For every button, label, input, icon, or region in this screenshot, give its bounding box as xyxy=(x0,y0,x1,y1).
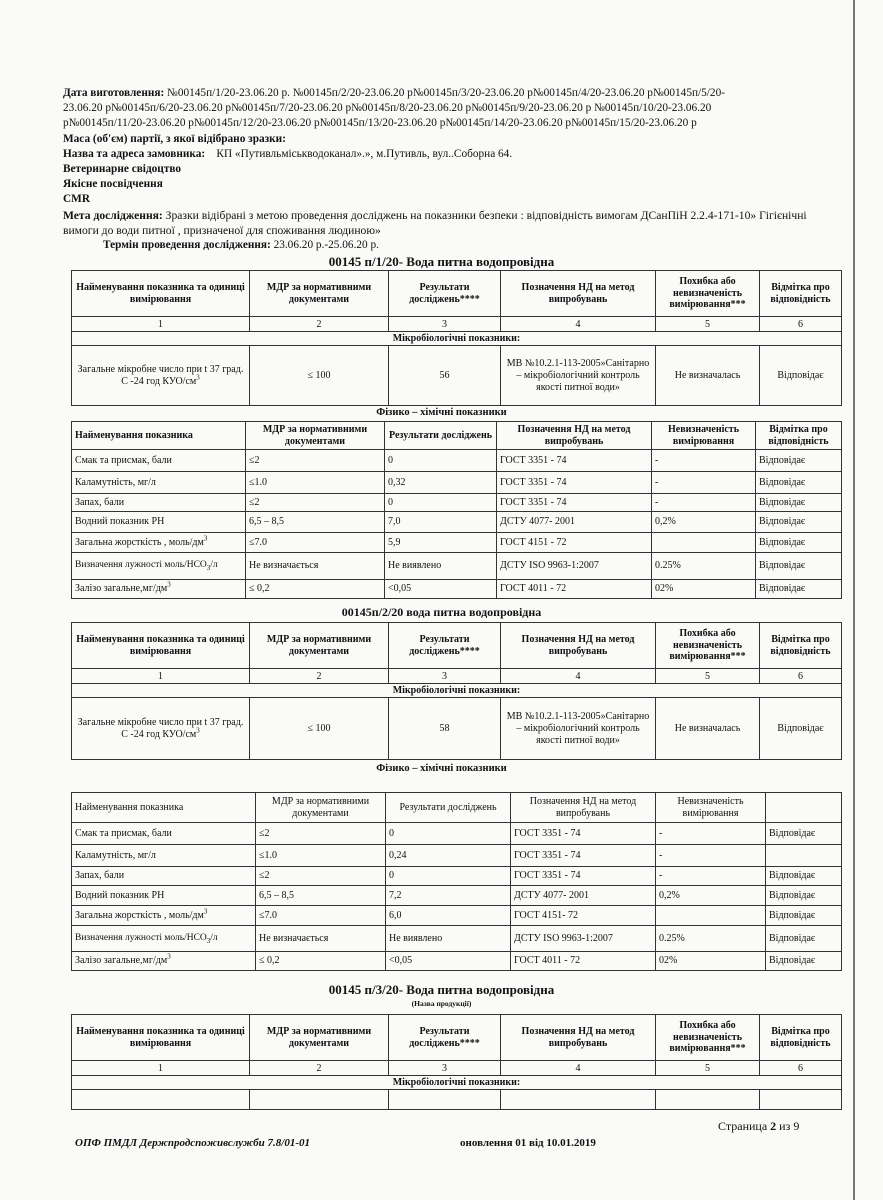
sample-3-title: 00145 п/3/20- Вода питна водопровідна xyxy=(328,982,555,997)
ph-header-nd: Позначення НД на метод випробувань xyxy=(497,422,652,450)
term-value: 23.06.20 р.-25.06.20 р. xyxy=(273,239,379,252)
table-row: Загальна жорсткість , моль/$дм^3$ ≤7.0 6,0 ГОСТ 4151- 72 Відповідає xyxy=(72,906,842,926)
prod-date-line-2: 23.06.20 р№00145п/6/20-23.06.20 р№00145п/7/20-23.06.20 р№00145п/8/20-23.06.20 р№00145п/9/20-23.06.20 р №00145п/10/20-23.06.20 xyxy=(63,102,712,115)
sample-2-micro-table xyxy=(71,622,842,760)
col-header-error: Похибка або невизначеність вимірювання*** xyxy=(656,271,760,317)
sample-2-physchem-table xyxy=(71,792,842,971)
col-num: 6 xyxy=(760,669,842,684)
sample-1-physchem-label: Фізико – хімічні показники xyxy=(376,407,507,418)
ph-header-error: Невизначеність вимірювання xyxy=(652,422,756,450)
col-header-mark: Відмітка про відповідність xyxy=(760,271,842,317)
micro-name: Загальне мікробне число при t 37 град. С -24 год КУО/$см^3$ xyxy=(72,346,250,406)
micro-result: 58 xyxy=(389,698,501,760)
client-label: Назва та адреса замовника: xyxy=(63,147,206,160)
prod-date-line-1: №00145п/1/20-23.06.20 р. №00145п/2/20-23.06.20 р№00145п/3/20-23.06.20 р№00145п/4/20-23.06.20 р№00145п/5/20- xyxy=(167,87,725,99)
sample-1-micro-table xyxy=(71,270,842,406)
sample-1-physchem-table xyxy=(71,421,842,599)
col-header-mdr: МДР за нормативними документами xyxy=(250,271,389,317)
col-header-nd: Позначення НД на метод випробувань xyxy=(501,1015,656,1061)
col-num: 5 xyxy=(656,1061,760,1076)
col-num: 6 xyxy=(760,317,842,332)
table-row: Смак та присмак, бали ≤2 0 ГОСТ 3351 - 74 - Відповідає xyxy=(72,450,842,472)
batch-label: Маса (об'єм) партії, з якої відібрано зразки: xyxy=(63,132,286,145)
col-header-nd: Позначення НД на метод випробувань xyxy=(501,271,656,317)
ph-header-mark: Відмітка про відповідність xyxy=(756,422,842,450)
col-header-mark: Відмітка про відповідність xyxy=(760,1015,842,1061)
vet-cert-label: Ветеринарне свідоцтво xyxy=(63,163,182,176)
col-header-mdr: МДР за нормативними документами xyxy=(250,1015,389,1061)
micro-error: Не визначалась xyxy=(656,698,760,760)
micro-mdr: ≤ 100 xyxy=(250,698,389,760)
col-num: 3 xyxy=(389,317,501,332)
sample-2-title: 00145п/2/20 вода питна водопровідна xyxy=(341,605,542,619)
ph-header-result: Результати досліджень xyxy=(385,422,497,450)
document-header xyxy=(63,86,823,253)
page-number: Страница 2 из 9 xyxy=(718,1119,800,1133)
footer-form-code: ОПФ ПМДЛ Держпродспоживслужби 7.8/01-01 xyxy=(75,1137,311,1149)
client-value: КП «Путивльміськводоканал».», м.Путивль, вул..Соборна 64. xyxy=(216,147,513,160)
ph-header-error: Невизначеність вимірювання xyxy=(656,793,766,823)
col-header-nd: Позначення НД на метод випробувань xyxy=(501,623,656,669)
ph-header-result: Результати досліджень xyxy=(386,793,511,823)
table-row: Водний показник PH 6,5 – 8,5 7,0 ДСТУ 4077- 2001 0,2% Відповідає xyxy=(72,512,842,533)
table-row: Визначення лужності моль/$НСО_3/л$ Не визначається Не виявлено ДСТУ ISO 9963-1:2007 0.25% Відповідає xyxy=(72,926,842,952)
term-label: Термін проведення дослідження: xyxy=(103,239,271,252)
prod-date-line-3: р№00145п/11/20-23.06.20 р№00145п/12/20-23.06.20 р№00145п/13/20-23.06.20 р№00145п/14/20-23.06.20 р№00145п/15/20-23.06.20 р xyxy=(63,117,697,130)
sample-3-micro-table xyxy=(71,1014,842,1110)
table-row: Каламутність, мг/л ≤1.0 0,32 ГОСТ 3351 - 74 - Відповідає xyxy=(72,472,842,494)
micro-nd: МВ №10.2.1-113-2005»Санітарно – мікробіологічний контроль якості питної води» xyxy=(501,698,656,760)
col-num: 4 xyxy=(501,669,656,684)
col-num: 1 xyxy=(72,317,250,332)
ph-header-nd: Позначення НД на метод випробувань xyxy=(511,793,656,823)
col-num: 4 xyxy=(501,1061,656,1076)
col-header-result: Результати досліджень**** xyxy=(389,271,501,317)
table-row: Смак та присмак, бали ≤2 0 ГОСТ 3351 - 74 - Відповідає xyxy=(72,823,842,845)
cmr-label: CMR xyxy=(63,193,90,206)
col-header-result: Результати досліджень**** xyxy=(389,623,501,669)
ph-header-name: Найменування показника xyxy=(72,422,246,450)
micro-name: Загальне мікробне число при t 37 град. С -24 год КУО/$см^3$ xyxy=(72,698,250,760)
col-num: 2 xyxy=(250,317,389,332)
purpose-value: Зразки відібрані з метою проведення досліджень на показники безпеки : відповідність вимогам ДСанПіН 2.2.4-171-10» Гігієнічні вимоги до води питної , призначеної для споживання людиною» xyxy=(63,208,807,237)
table-row: Залізо $загальне,мг/дм^3$ ≤ 0,2 <0,05 ГОСТ 4011 - 72 02% Відповідає xyxy=(72,952,842,971)
table-row: Запах, бали ≤2 0 ГОСТ 3351 - 74 - Відповідає xyxy=(72,494,842,512)
col-header-mdr: МДР за нормативними документами xyxy=(250,623,389,669)
table-row: Водний показник PH 6,5 – 8,5 7,2 ДСТУ 4077- 2001 0,2% Відповідає xyxy=(72,886,842,906)
micro-mark: Відповідає xyxy=(760,346,842,406)
footer-revision: оновлення 01 від 10.01.2019 xyxy=(460,1137,596,1149)
prod-date-label: Дата виготовлення: xyxy=(63,87,165,99)
purpose-label: Мета дослідження: xyxy=(63,208,163,222)
micro-nd: МВ №10.2.1-113-2005»Санітарно – мікробіологічний контроль якості питної води» xyxy=(501,346,656,406)
table-row: Залізо $загальне,мг/дм^3$ ≤ 0,2 <0,05 ГОСТ 4011 - 72 02% Відповідає xyxy=(72,580,842,599)
col-num: 1 xyxy=(72,1061,250,1076)
micro-mdr: ≤ 100 xyxy=(250,346,389,406)
table-row: Запах, бали ≤2 0 ГОСТ 3351 - 74 - Відповідає xyxy=(72,867,842,886)
table-row: Визначення лужності моль/$НСО_3/л$ Не визначається Не виявлено ДСТУ ISO 9963-1:2007 0.25% Відповідає xyxy=(72,553,842,580)
micro-error: Не визначалась xyxy=(656,346,760,406)
micro-mark: Відповідає xyxy=(760,698,842,760)
col-num: 5 xyxy=(656,669,760,684)
col-num: 1 xyxy=(72,669,250,684)
col-num: 5 xyxy=(656,317,760,332)
micro-result: 56 xyxy=(389,346,501,406)
ph-header-mdr: МДР за нормативними документами xyxy=(256,793,386,823)
col-header-error: Похибка або невизначеність вимірювання*** xyxy=(656,623,760,669)
micro-section-label: Мікробіологічні показники: xyxy=(72,332,842,346)
micro-section-label: Мікробіологічні показники: xyxy=(72,684,842,698)
ph-header-mdr: МДР за нормативними документами xyxy=(246,422,385,450)
col-header-error: Похибка або невизначеність вимірювання*** xyxy=(656,1015,760,1061)
col-header-result: Результати досліджень**** xyxy=(389,1015,501,1061)
ph-header-name: Найменування показника xyxy=(72,793,256,823)
col-header-name: Найменування показника та одиниці вимірювання xyxy=(72,1015,250,1061)
micro-section-label: Мікробіологічні показники: xyxy=(72,1076,842,1090)
col-num: 3 xyxy=(389,1061,501,1076)
table-row: Загальна жорсткість , моль/$дм^3$ ≤7.0 5,9 ГОСТ 4151 - 72 Відповідає xyxy=(72,533,842,553)
page-edge xyxy=(853,0,855,1200)
sample-3-subtitle: (Назва продукції) xyxy=(411,999,472,1008)
col-num: 6 xyxy=(760,1061,842,1076)
quality-cert-label: Якісне посвідчення xyxy=(63,178,163,191)
col-header-name: Найменування показника та одиниці вимірювання xyxy=(72,623,250,669)
sample-1-title: 00145 п/1/20- Вода питна водопровідна xyxy=(328,254,555,269)
col-num: 3 xyxy=(389,669,501,684)
col-num: 2 xyxy=(250,669,389,684)
sample-2-physchem-label: Фізико – хімічні показники xyxy=(376,763,507,774)
col-num: 2 xyxy=(250,1061,389,1076)
col-header-name: Найменування показника та одиниці вимірювання xyxy=(72,271,250,317)
col-num: 4 xyxy=(501,317,656,332)
table-row: Каламутність, мг/л ≤1.0 0,24 ГОСТ 3351 - 74 - xyxy=(72,845,842,867)
col-header-mark: Відмітка про відповідність xyxy=(760,623,842,669)
